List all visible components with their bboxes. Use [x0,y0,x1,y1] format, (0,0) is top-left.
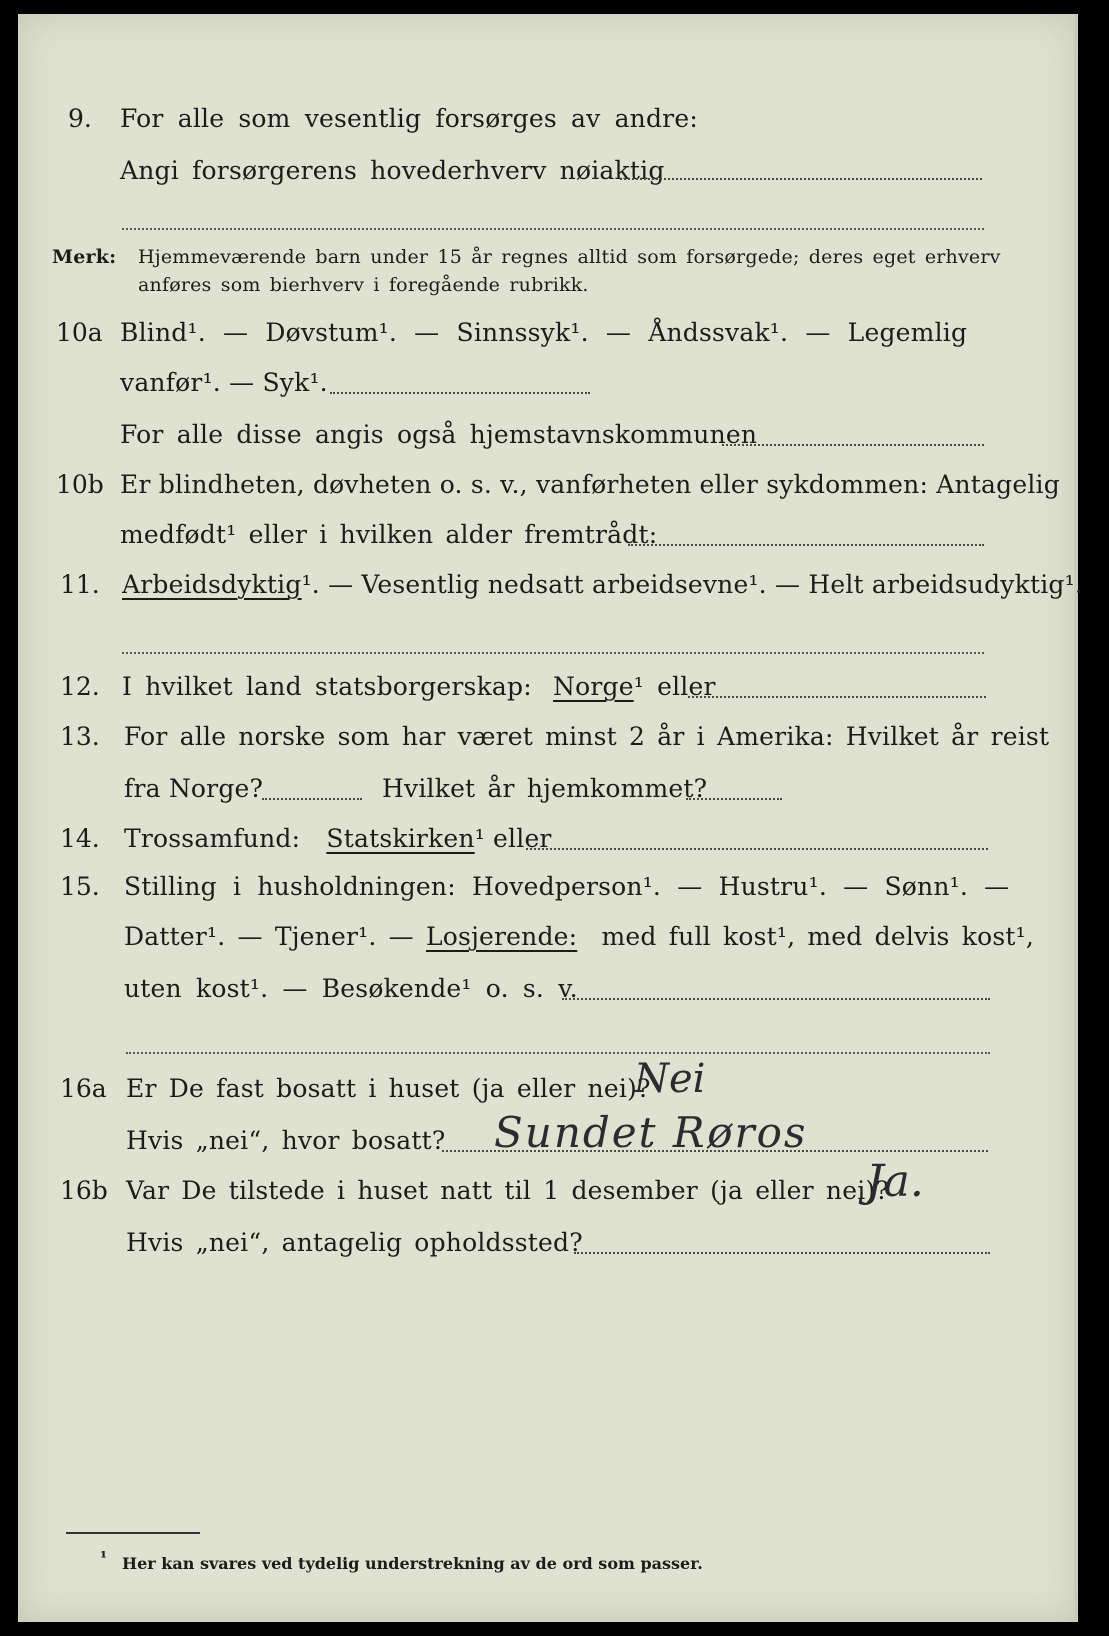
q12-line [122,672,716,702]
q15-line1: Stilling i husholdningen: Hovedperson¹. — Hustru¹. — Sønn¹. — [124,872,1010,901]
q10b-line2: medfødt¹ eller i hvilken alder fremtrådt: [120,520,658,549]
q15-line2a: Datter¹. — Tjener¹. — [124,922,414,951]
q10b-number: 10b [56,470,104,499]
q16a-handwritten-answer2: Sundet Røros [494,1108,808,1157]
q13-line2a: fra Norge? [124,774,264,803]
q9-line1: For alle som vesentlig forsørges av andre: [120,104,698,133]
q15-line2 [124,922,1034,952]
q15-line3: uten kost¹. — Besøkende¹ o. s. v. [124,974,578,1003]
q9-blank-line [122,228,984,230]
q16b-line2: Hvis „nei“, antagelig opholdssted? [126,1228,583,1257]
q11-line [122,570,1083,600]
q14-prefix: Trossamfund: [124,824,301,853]
q16b-number: 16b [60,1176,108,1205]
page-edge [1074,14,1078,1622]
q10a-line2: vanfør¹. — Syk¹. [120,368,328,397]
q16a-line2: Hvis „nei“, hvor bosatt? [126,1126,446,1155]
q14-answer-line [526,848,988,850]
q12-number: 12. [60,672,100,701]
q12-option-norge: Norge [553,672,634,701]
q15-blank-line [126,1052,990,1054]
q11-blank-line [122,652,984,654]
q9-number: 9. [68,104,92,133]
q13-line1: For alle norske som har været minst 2 år i Amerika: Hvilket år reist [124,722,1050,751]
q15-option-losjerende: Losjerende: [426,922,578,951]
q16b-handwritten-answer: Ja. [866,1156,924,1207]
q12-answer-line [688,696,986,698]
footnote-mark: ¹ [100,1548,108,1567]
q16b-line1: Var De tilstede i huset natt til 1 desember (ja eller nei)? [126,1176,889,1205]
merk-line2: anføres som bierhverv i foregående rubrikk. [138,274,589,296]
q13-line2b: Hvilket år hjemkommet? [382,774,708,803]
q10b-line1: Er blindheten, døvheten o. s. v., vanførheten eller sykdommen: Antagelig [120,470,1060,499]
q16a-handwritten-answer1: Nei [634,1056,706,1102]
footnote-text: Her kan svares ved tydelig understrekning av de ord som passer. [122,1554,703,1573]
q10b-answer-line [628,544,984,546]
q12-prefix: I hvilket land statsborgerskap: [122,672,532,701]
q15-line2b: med full kost¹, med delvis kost¹, [601,922,1034,951]
q10a-answer-line [330,392,590,394]
q10a-line1: Blind¹. — Døvstum¹. — Sinnssyk¹. — Åndssvak¹. — Legemlig [120,318,968,347]
q10a-number: 10a [56,318,103,347]
q10a-line3: For alle disse angis også hjemstavnskommunen [120,420,758,449]
q16b-answer-line [574,1252,990,1254]
q16a-line1: Er De fast bosatt i huset (ja eller nei)? [126,1074,651,1103]
q14-line [124,824,552,854]
q14-suffix: ¹ eller [474,824,552,853]
q15-answer-line [562,998,990,1000]
q9-line2: Angi forsørgerens hovederhverv nøiaktig [120,156,665,185]
merk-label: Merk: [52,246,117,268]
q13-departure-line [262,798,362,800]
q11-number-text: 11. [60,570,100,599]
q14-option-statskirken: Statskirken [326,824,475,853]
q13-number: 13. [60,722,100,751]
q12-suffix: ¹ eller [633,672,716,701]
footnote-rule [66,1532,200,1534]
q9-answer-line [620,178,982,180]
q11-number [60,570,100,600]
q13-return-line [686,798,782,800]
q16a-number: 16a [60,1074,107,1103]
q11-option-arbeidsdyktig: Arbeidsdyktig [122,570,302,599]
q11-rest: ¹. — Vesentlig nedsatt arbeidsevne¹. — Helt arbeidsudyktig¹. [301,570,1083,599]
q14-number: 14. [60,824,100,853]
q10a-hometown-line [722,444,984,446]
merk-line1: Hjemmeværende barn under 15 år regnes alltid som forsørgede; deres eget erhverv [138,246,1001,268]
q15-number: 15. [60,872,100,901]
